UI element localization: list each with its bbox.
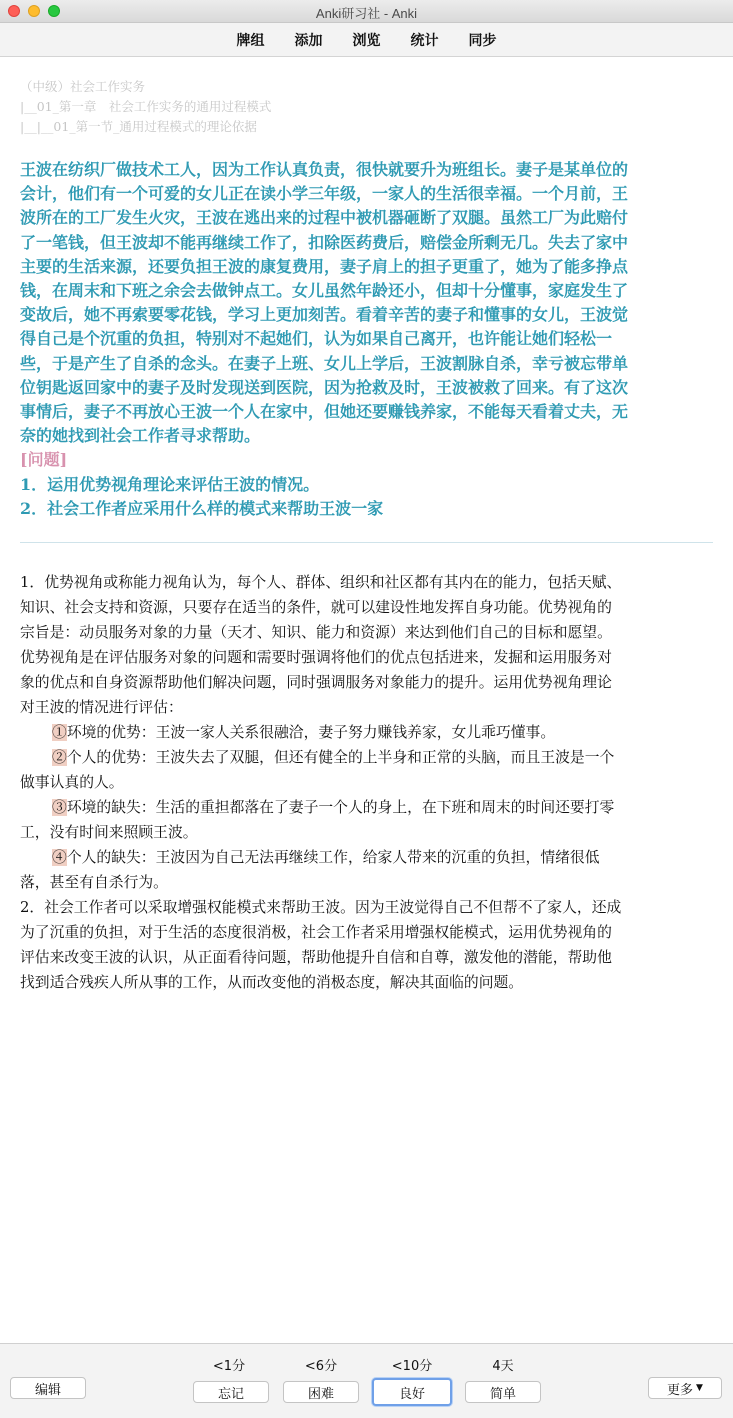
browse-button[interactable]: 浏览 (352, 32, 381, 49)
answer-line: 1．优势视角或称能力视角认为，每个人、群体、组织和社区都有其内在的能力，包括天赋、 (20, 574, 622, 591)
answer-line: 宗旨是：动员服务对象的力量（天才、知识、能力和资源）来达到他们自己的目标和愿望。 (20, 624, 612, 641)
review-bottom-bar (0, 1343, 733, 1418)
point-text: 环境的优势：王波一家人关系很融洽，妻子努力赚钱养家，女儿乖巧懂事。 (66, 724, 556, 741)
interval-easy: 4天 (492, 1359, 514, 1374)
answer-line: 找到适合残疾人所从事的工作，从而改变他的消极态度，解决其面临的问题。 (20, 974, 524, 991)
point-marker: ② (52, 749, 67, 766)
question-line: 变故后，她不再索要零花钱，学习上更加刻苦。看着辛苦的妻子和懂事的女儿，王波觉 (20, 305, 629, 325)
stats-button[interactable]: 统计 (410, 32, 439, 49)
interval-good: <10分 (391, 1359, 433, 1374)
answer-line: 象的优点和自身资源帮助他们解决问题，同时强调服务对象能力的提升。运用优势视角理论 (20, 674, 612, 691)
point-marker: ③ (52, 799, 67, 816)
question-line: 钱，在周末和下班之余会去做钟点工。女儿虽然年龄还小，但却十分懂事，家庭发生了 (20, 281, 629, 301)
sync-button[interactable]: 同步 (468, 32, 497, 49)
add-button[interactable]: 添加 (294, 32, 323, 49)
edit-button[interactable]: 编辑 (10, 1377, 86, 1399)
caret-down-icon: ▼ (696, 1383, 703, 1393)
question-line: 了一笔钱，但王波却不能再继续工作了，扣除医药费后，赔偿金所剩无几。失去了家中 (20, 232, 629, 252)
answer-line: 做事认真的人。 (20, 774, 124, 791)
answer-point (20, 745, 713, 770)
answer-line: 对王波的情况进行评估： (20, 699, 183, 716)
interval-again: <1分 (212, 1359, 246, 1374)
interval-hard: <6分 (304, 1359, 338, 1374)
answer-line: 知识、社会支持和资源，只要存在适当的条件，就可以建设性地发挥自身功能。优势视角的 (20, 599, 612, 616)
answer-point (20, 795, 713, 820)
question-item: 1．运用优势视角理论来评估王波的情况。 (20, 474, 320, 494)
point-text: 个人的优势：王波失去了双腿，但还有健全的上半身和正常的头脑，而且王波是一个 (66, 749, 615, 766)
question-line: 些，于是产生了自杀的念头。在妻子上班、女儿上学后，王波割脉自杀，幸亏被忘带单 (20, 353, 629, 373)
card-question (20, 158, 710, 521)
point-text: 个人的缺失：王波因为自己无法再继续工作，给家人带来的沉重的负担，情绪很低 (66, 849, 600, 866)
question-line: 事情后，妻子不再放心王波一个人在家中，但她还要赚钱养家，不能每天看着丈夫，无 (20, 402, 629, 422)
answer-point (20, 720, 713, 745)
card-answer (20, 570, 713, 995)
window-titlebar (0, 0, 733, 23)
answer-line: 落，甚至有自杀行为。 (20, 874, 168, 891)
easy-button[interactable]: 简单 (465, 1381, 541, 1403)
window-title: Anki研习社 - Anki (315, 6, 418, 21)
answer-line: 评估来改变王波的认识，从正面看待问题，帮助他提升自信和自尊，激发他的潜能，帮助他 (20, 949, 612, 966)
answer-line: 工，没有时间来照顾王波。 (20, 824, 198, 841)
question-line: 王波在纺织厂做技术工人，因为工作认真负责，很快就要升为班组长。妻子是某单位的 (20, 160, 629, 179)
answer-divider (20, 542, 713, 543)
answer-line: 为了沉重的负担，对于生活的态度很消极，社会工作者采用增强权能模式，运用优势视角的 (20, 924, 612, 941)
good-button[interactable]: 良好 (372, 1378, 452, 1406)
card-content (0, 57, 733, 1342)
point-marker: ④ (52, 849, 67, 866)
question-tag: [问题] (20, 450, 68, 470)
more-button[interactable] (648, 1377, 722, 1399)
question-line: 会计，他们有一个可爱的女儿正在读小学三年级，一家人的生活很幸福。一个月前，王 (20, 184, 629, 204)
question-line: 主要的生活来源，还要负担王波的康复费用，妻子肩上的担子更重了，她为了能多挣点 (20, 256, 629, 276)
answer-line: 2．社会工作者可以采取增强权能模式来帮助王波。因为王波觉得自己不但帮不了家人，还成 (20, 899, 622, 916)
answer-point (20, 845, 713, 870)
decks-button[interactable]: 牌组 (236, 32, 265, 49)
answer-line: 优势视角是在评估服务对象的问题和需要时强调将他们的优点包括进来，发掘和运用服务对 (20, 649, 612, 666)
question-line: 波所在的工厂发生火灾，王波在逃出来的过程中被机器砸断了双腿。虽然工厂为此赔付 (20, 208, 629, 228)
question-line: 位钥匙返回家中的妻子及时发现送到医院，因为抢救及时，王波被救了回来。有了这次 (20, 377, 629, 397)
again-button[interactable]: 忘记 (193, 1381, 269, 1403)
question-line: 奈的她找到社会工作者寻求帮助。 (20, 426, 261, 446)
breadcrumb-level-2: |__01_第一章 社会工作实务的通用过程模式 (20, 99, 272, 114)
point-text: 环境的缺失：生活的重担都落在了妻子一个人的身上，在下班和周末的时间还要打零 (66, 799, 615, 816)
main-toolbar (0, 23, 733, 57)
question-item: 2．社会工作者应采用什么样的模式来帮助王波一家 (20, 498, 384, 518)
deck-breadcrumb (20, 77, 271, 137)
question-line: 得自己是个沉重的负担，特别对不起她们，认为如果自己离开，也许能让她们轻松一 (20, 329, 613, 349)
breadcrumb-level-1: （中级）社会工作实务 (20, 79, 146, 94)
hard-button[interactable]: 困难 (283, 1381, 359, 1403)
breadcrumb-level-3: |__|__01_第一节_通用过程模式的理论依据 (20, 119, 257, 134)
point-marker: ① (52, 724, 67, 741)
more-button-label: 更多 (667, 1382, 694, 1398)
